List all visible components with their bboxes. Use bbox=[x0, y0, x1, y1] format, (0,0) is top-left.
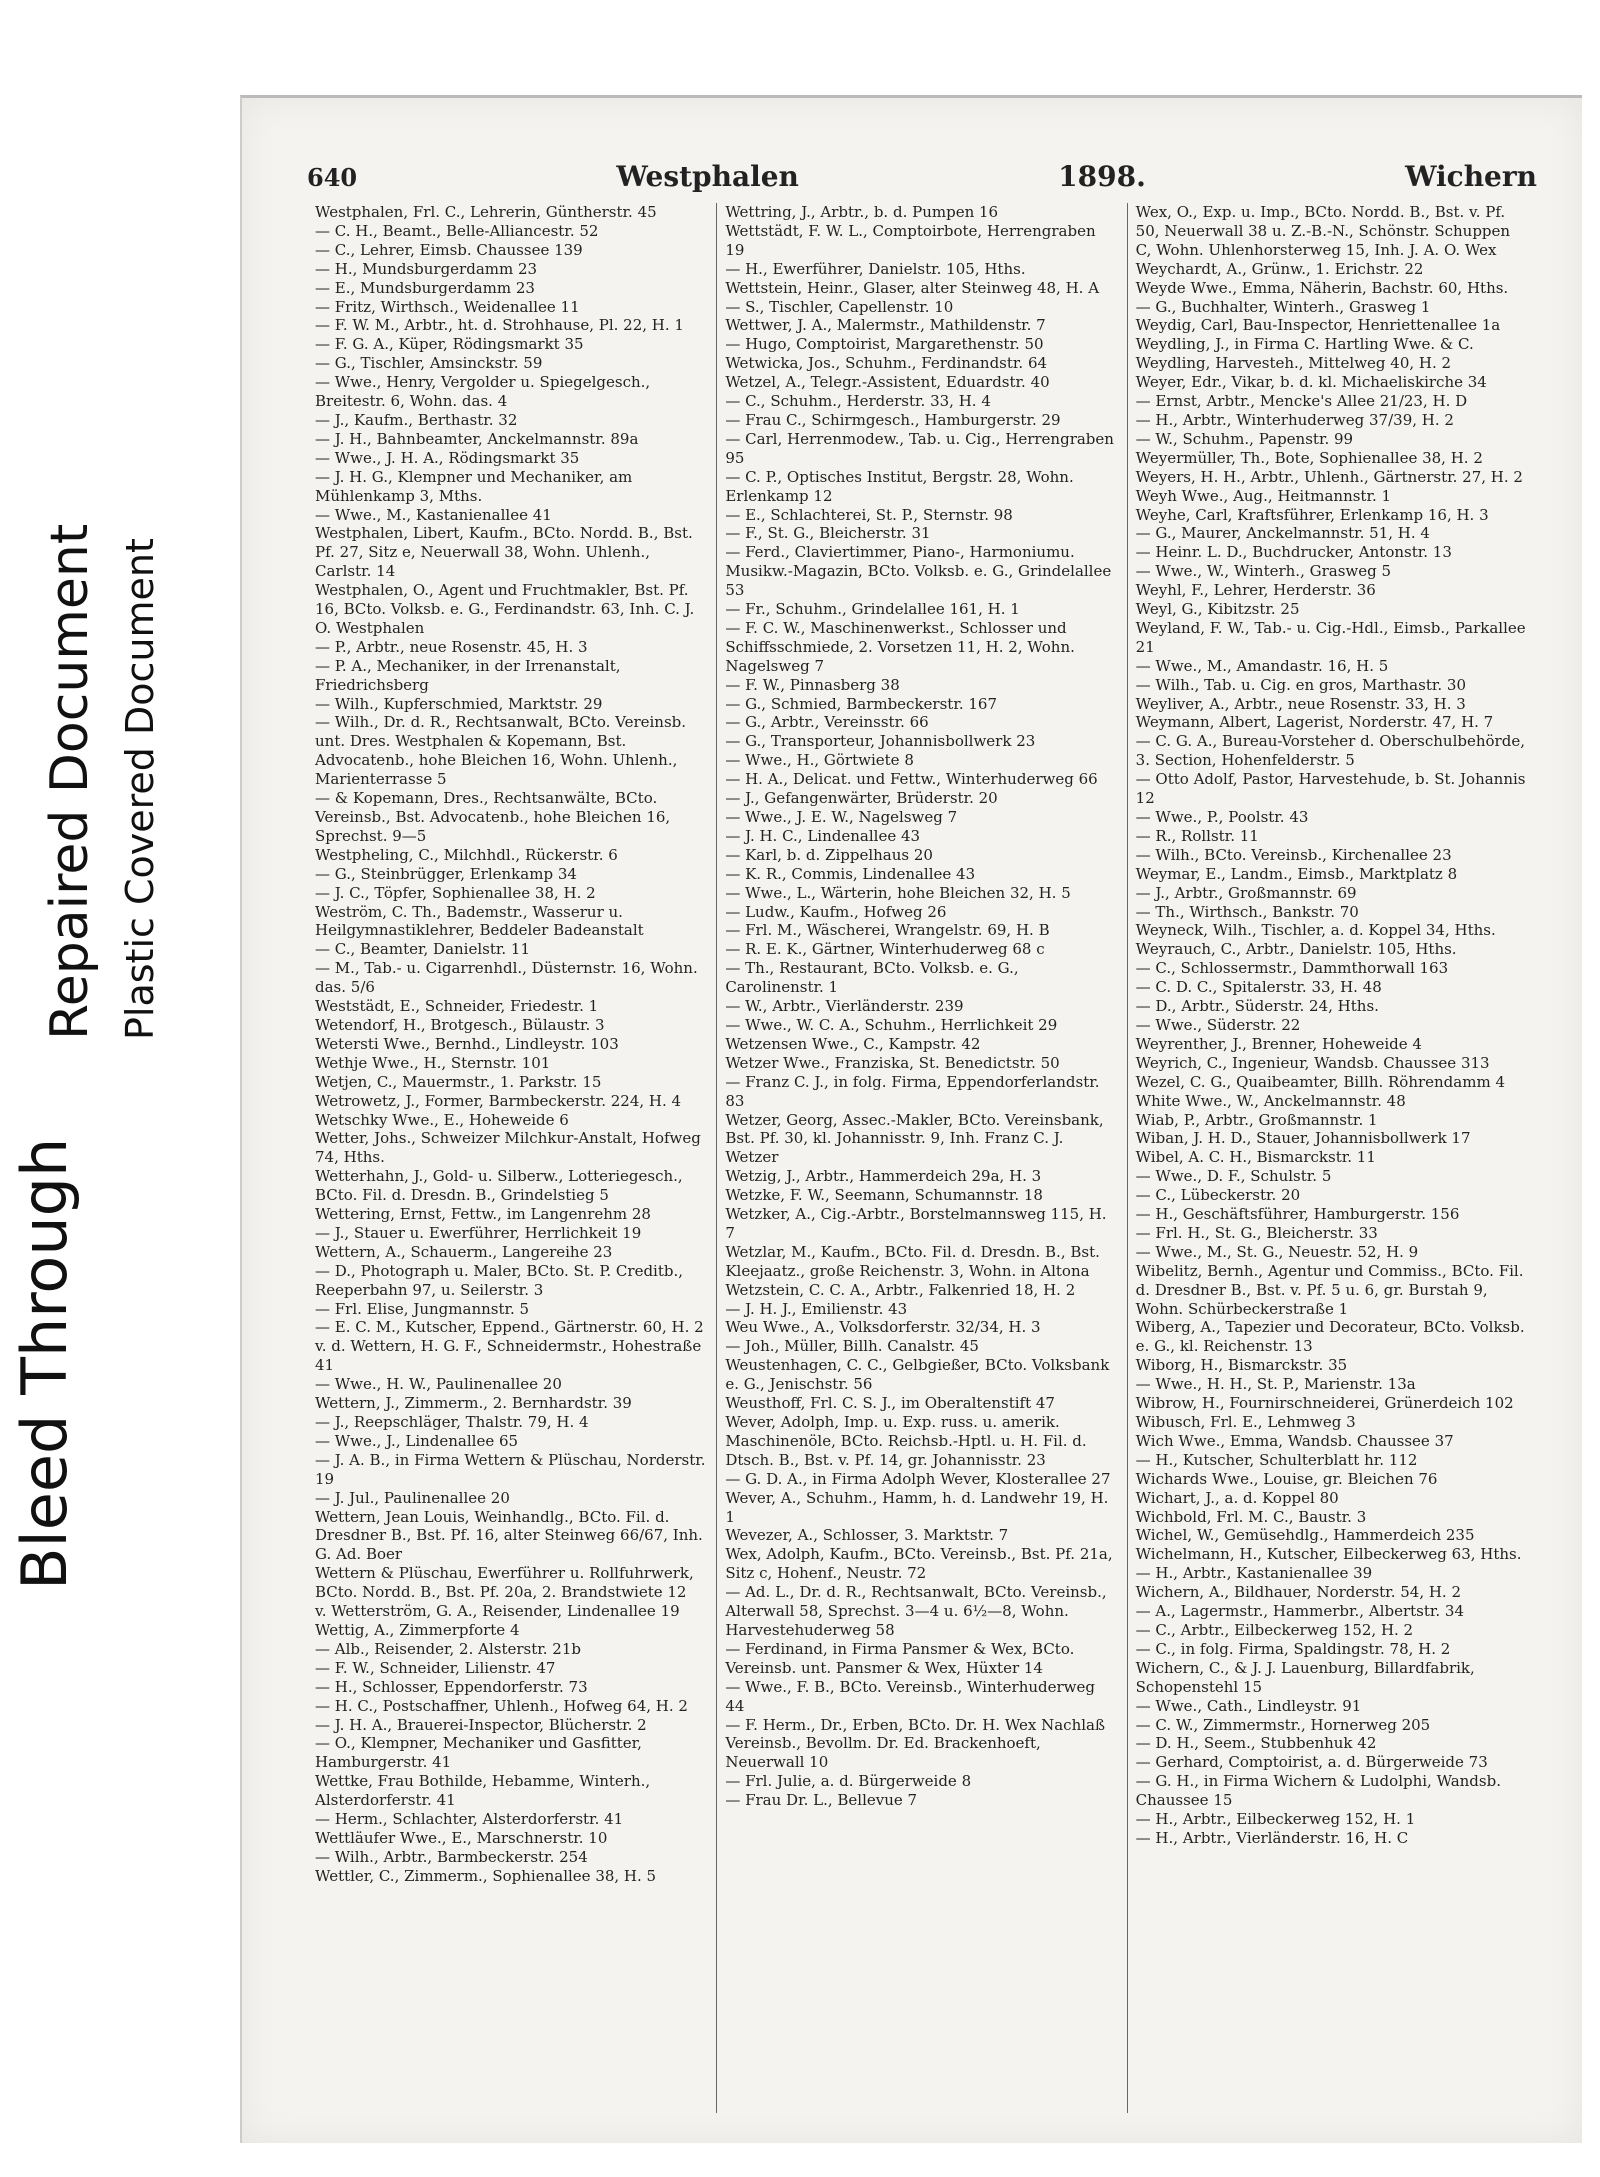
directory-columns bbox=[307, 203, 1537, 2113]
directory-entry: Wiban, J. H. D., Stauer, Johannisbollwerk 17 bbox=[1135, 1129, 1471, 1148]
directory-entry: Wiberg, A., Tapezier und Decorateur, BCto. Volksb. e. G., kl. Reichenstr. 13 bbox=[1135, 1318, 1525, 1356]
directory-entry: — Frl. Julie, a. d. Bürgerweide 8 bbox=[725, 1772, 972, 1791]
directory-entry: — Wwe., D. F., Schulstr. 5 bbox=[1135, 1167, 1332, 1186]
directory-entry: Wettwer, J. A., Malermstr., Mathildenstr. 7 bbox=[725, 316, 1046, 335]
directory-entry: — M., Tab.- u. Cigarrenhdl., Düsternstr. 16, Wohn. das. 5/6 bbox=[315, 959, 698, 997]
directory-entry: Wetter, Johs., Schweizer Milchkur-Anstalt, Hofweg 74, Hths. bbox=[315, 1129, 701, 1167]
directory-entry: — P., Arbtr., neue Rosenstr. 45, H. 3 bbox=[315, 637, 588, 656]
directory-entry: — F. C. W., Maschinenwerkst., Schlosser und Schiffsschmiede, 2. Vorsetzen 11, H. 2, Wohn. Nagelsweg 7 bbox=[725, 618, 1075, 675]
directory-entry: v. d. Wettern, H. G. F., Schneidermstr., Hohestraße 41 bbox=[315, 1337, 702, 1375]
directory-entry: Wevezer, A., Schlosser, 3. Marktstr. 7 bbox=[725, 1526, 1009, 1545]
directory-entry: — H., Arbtr., Kastanienallee 39 bbox=[1135, 1564, 1373, 1583]
directory-entry: — Th., Restaurant, BCto. Volksb. e. G., Carolinenstr. 1 bbox=[725, 959, 1019, 997]
directory-entry: — F. Herm., Dr., Erben, BCto. Dr. H. Wex Nachlaß Vereinsb., Bevollm. Dr. Ed. Brackenhoeft, Neuerwall 10 bbox=[725, 1715, 1106, 1772]
directory-entry: Wetendorf, H., Brotgesch., Bülaustr. 3 bbox=[315, 1015, 605, 1034]
directory-entry: Wettern & Plüschau, Ewerführer u. Rollfuhrwerk, BCto. Nordd. B., Bst. Pf. 20a, 2. Brandstwiete 12 bbox=[315, 1564, 694, 1602]
directory-entry: Wetzker, A., Cig.-Arbtr., Borstelmannsweg 115, H. 7 bbox=[725, 1205, 1107, 1242]
directory-entry: — K. R., Commis, Lindenallee 43 bbox=[725, 864, 976, 883]
directory-entry: Wettring, J., Arbtr., b. d. Pumpen 16 bbox=[725, 203, 999, 221]
directory-entry: — F. W., Schneider, Lilienstr. 47 bbox=[315, 1658, 556, 1677]
directory-entry: — W., Schuhm., Papenstr. 99 bbox=[1135, 429, 1354, 448]
directory-entry: Weymann, Albert, Lagerist, Norderstr. 47, H. 7 bbox=[1135, 713, 1494, 732]
directory-entry: Weyrenther, J., Brenner, Hoheweide 4 bbox=[1135, 1034, 1422, 1053]
directory-entry: — G. H., in Firma Wichern & Ludolphi, Wandsb. Chaussee 15 bbox=[1135, 1772, 1501, 1810]
directory-entry: Weyer, Edr., Vikar, b. d. kl. Michaeliskirche 34 bbox=[1135, 373, 1487, 392]
directory-entry: — S., Tischler, Capellenstr. 10 bbox=[725, 297, 954, 316]
directory-entry: — F. W. M., Arbtr., ht. d. Strohhause, Pl. 22, H. 1 bbox=[315, 316, 684, 335]
directory-entry: — F. G. A., Küper, Rödingsmarkt 35 bbox=[315, 335, 584, 354]
directory-entry: — Herm., Schlachter, Alsterdorferstr. 41 bbox=[315, 1810, 624, 1829]
directory-entry: — Ludw., Kaufm., Hofweg 26 bbox=[725, 902, 947, 921]
directory-entry: — C., Schlossermstr., Dammthorwall 163 bbox=[1135, 959, 1449, 978]
directory-entry: White Wwe., W., Anckelmannstr. 48 bbox=[1135, 1091, 1406, 1110]
label-repaired-document: Repaired Document bbox=[40, 523, 100, 1040]
directory-entry: Westpheling, C., Milchhdl., Rückerstr. 6 bbox=[315, 845, 618, 864]
directory-entry: Westphalen, Frl. C., Lehrerin, Güntherstr. 45 bbox=[315, 203, 657, 221]
directory-entry: Westphalen, Libert, Kaufm., BCto. Nordd. B., Bst. Pf. 27, Sitz e, Neuerwall 38, Wohn. Uhlenh., Carlstr. 14 bbox=[315, 524, 693, 581]
directory-entry: Wettstädt, F. W. L., Comptoirbote, Herrengraben 19 bbox=[725, 221, 1096, 259]
directory-entry: — Wwe., L., Wärterin, hohe Bleichen 32, H. 5 bbox=[725, 883, 1071, 902]
document-page bbox=[240, 95, 1582, 2143]
directory-entry: — H., Arbtr., Winterhuderweg 37/39, H. 2 bbox=[1135, 410, 1454, 429]
directory-entry: — J., Gefangenwärter, Brüderstr. 20 bbox=[725, 789, 998, 808]
directory-entry: — J. H. J., Emilienstr. 43 bbox=[725, 1299, 908, 1318]
directory-entry: Wetzer Wwe., Franziska, St. Benedictstr. 50 bbox=[725, 1053, 1060, 1072]
directory-entry: — Wwe., F. B., BCto. Vereinsb., Winterhuderweg 44 bbox=[725, 1677, 1095, 1715]
directory-entry: — Wwe., Henry, Vergolder u. Spiegelgesch., Breitestr. 6, Wohn. das. 4 bbox=[315, 373, 651, 411]
directory-entry: — O., Klempner, Mechaniker und Gasfitter, Hamburgerstr. 41 bbox=[315, 1734, 642, 1772]
directory-entry: — C., Lehrer, Eimsb. Chaussee 139 bbox=[315, 240, 583, 259]
directory-entry: Wex, Adolph, Kaufm., BCto. Vereinsb., Bst. Pf. 21a, Sitz c, Hohenf., Neustr. 72 bbox=[725, 1545, 1113, 1583]
directory-entry: — Wilh., Tab. u. Cig. en gros, Marthastr. 30 bbox=[1135, 675, 1466, 694]
directory-entry: Wetschky Wwe., E., Hoheweide 6 bbox=[315, 1110, 569, 1129]
header-left-title: Westphalen bbox=[616, 160, 799, 193]
directory-entry: — E., Schlachterei, St. P., Sternstr. 98 bbox=[725, 505, 1013, 524]
directory-entry: — C. D. C., Spitalerstr. 33, H. 48 bbox=[1135, 978, 1382, 997]
directory-entry: — Carl, Herrenmodew., Tab. u. Cig., Herrengraben 95 bbox=[725, 429, 1114, 467]
directory-entry: Wever, A., Schuhm., Hamm, h. d. Landwehr 19, H. 1 bbox=[725, 1488, 1109, 1526]
header-right-title: Wichern bbox=[1405, 160, 1537, 193]
directory-entry: — Wwe., H. W., Paulinenallee 20 bbox=[315, 1375, 562, 1394]
directory-entry: — Wwe., H. H., St. P., Marienstr. 13a bbox=[1135, 1375, 1416, 1394]
directory-entry: Wezel, C. G., Quaibeamter, Billh. Röhrendamm 4 bbox=[1135, 1072, 1505, 1091]
directory-entry: — H., Schlosser, Eppendorferstr. 73 bbox=[315, 1677, 588, 1696]
directory-entry: Wethje Wwe., H., Sternstr. 101 bbox=[315, 1053, 551, 1072]
directory-entry: Weststädt, E., Schneider, Friedestr. 1 bbox=[315, 997, 599, 1016]
directory-entry: — P. A., Mechaniker, in der Irrenanstalt, Friedrichsberg bbox=[315, 656, 621, 694]
directory-entry: Wichern, C., & J. J. Lauenburg, Billardfabrik, Schopenstehl 15 bbox=[1135, 1658, 1475, 1696]
directory-entry: Weydling, J., in Firma C. Hartling Wwe. & C. Weydling, Harvesteh., Mittelweg 40, H. 2 bbox=[1135, 335, 1474, 373]
directory-entry: — Wwe., M., St. G., Neuestr. 52, H. 9 bbox=[1135, 1242, 1419, 1261]
directory-entry: — Wwe., M., Kastanienallee 41 bbox=[315, 505, 552, 524]
directory-entry: — G., Transporteur, Johannisbollwerk 23 bbox=[725, 732, 1036, 751]
directory-entry: Wichards Wwe., Louise, gr. Bleichen 76 bbox=[1135, 1469, 1438, 1488]
directory-entry: Wetzer, Georg, Assec.-Makler, BCto. Vereinsbank, Bst. Pf. 30, kl. Johannisstr. 9, Inh. Franz C. J. Wetzer bbox=[725, 1110, 1104, 1167]
directory-entry: — Wilh., Kupferschmied, Marktstr. 29 bbox=[315, 694, 603, 713]
directory-entry: — Wwe., Cath., Lindleystr. 91 bbox=[1135, 1696, 1362, 1715]
directory-entry: — C. W., Zimmermstr., Hornerweg 205 bbox=[1135, 1715, 1431, 1734]
directory-entry: Wetrowetz, J., Former, Barmbeckerstr. 224, H. 4 bbox=[315, 1091, 682, 1110]
directory-entry: — Frl. M., Wäscherei, Wrangelstr. 69, H. B bbox=[725, 921, 1050, 940]
directory-entry: — E., Mundsburgerdamm 23 bbox=[315, 278, 535, 297]
column-middle bbox=[716, 203, 1126, 2113]
directory-entry: — C., Arbtr., Eilbeckerweg 152, H. 2 bbox=[1135, 1620, 1414, 1639]
directory-entry: Wichbold, Frl. M. C., Baustr. 3 bbox=[1135, 1507, 1367, 1526]
directory-entry: — Frl. Elise, Jungmannstr. 5 bbox=[315, 1299, 530, 1318]
directory-entry: — H. A., Delicat. und Fettw., Winterhuderweg 66 bbox=[725, 770, 1098, 789]
directory-entry: Wetzstein, C. C. A., Arbtr., Falkenried 18, H. 2 bbox=[725, 1280, 1076, 1299]
directory-entry: — H. C., Postschaffner, Uhlenh., Hofweg 64, H. 2 bbox=[315, 1696, 688, 1715]
directory-entry: — Ad. L., Dr. d. R., Rechtsanwalt, BCto. Vereinsb., Alterwall 58, Sprechst. 3—4 u. 6½—8, Wohn. Harvestehuderweg 58 bbox=[725, 1583, 1107, 1639]
directory-entry: — R. E. K., Gärtner, Winterhuderweg 68 c bbox=[725, 940, 1045, 959]
directory-entry: — Wwe., J. H. A., Rödingsmarkt 35 bbox=[315, 448, 580, 467]
directory-entry: Wex, O., Exp. u. Imp., BCto. Nordd. B., Bst. v. Pf. 50, Neuerwall 38 u. Z.-B.-N., Schönstr. Schuppen C, Wohn. Uhlenhorsterweg 15, Inh. J. A. O. Wex bbox=[1135, 203, 1511, 259]
directory-entry: — G., Buchhalter, Winterh., Grasweg 1 bbox=[1135, 297, 1431, 316]
directory-entry: — Karl, b. d. Zippelhaus 20 bbox=[725, 845, 933, 864]
directory-entry: — C., Beamter, Danielstr. 11 bbox=[315, 940, 531, 959]
directory-entry: Wetjen, C., Mauermstr., 1. Parkstr. 15 bbox=[315, 1072, 602, 1091]
directory-entry: — C., Lübeckerstr. 20 bbox=[1135, 1186, 1301, 1205]
directory-entry: Weyhl, F., Lehrer, Herderstr. 36 bbox=[1135, 581, 1376, 600]
directory-entry: — H., Arbtr., Vierländerstr. 16, H. C bbox=[1135, 1828, 1409, 1847]
directory-entry: — A., Lagermstr., Hammerbr., Albertstr. 34 bbox=[1135, 1602, 1465, 1621]
directory-entry: — Wwe., W., Winterh., Grasweg 5 bbox=[1135, 562, 1392, 581]
directory-entry: Wetterhahn, J., Gold- u. Silberw., Lotteriegesch., BCto. Fil. d. Dresdn. B., Grindelstieg 5 bbox=[315, 1167, 683, 1205]
directory-entry: Wichern, A., Bildhauer, Norderstr. 54, H. 2 bbox=[1135, 1583, 1462, 1602]
label-bleed-through: Bleed Through bbox=[8, 1137, 81, 1590]
directory-entry: — C. P., Optisches Institut, Bergstr. 28, Wohn. Erlenkamp 12 bbox=[725, 467, 1074, 505]
directory-entry: Weu Wwe., A., Volksdorferstr. 32/34, H. 3 bbox=[725, 1318, 1041, 1337]
directory-entry: — G., Tischler, Amsinckstr. 59 bbox=[315, 354, 543, 373]
directory-entry: Westphalen, O., Agent und Fruchtmakler, Bst. Pf. 16, BCto. Volksb. e. G., Ferdinandstr. 63, Inh. C. J. O. Westphalen bbox=[315, 581, 695, 637]
directory-entry: — H., Mundsburgerdamm 23 bbox=[315, 259, 538, 278]
page-number: 640 bbox=[307, 163, 358, 192]
directory-entry: — Alb., Reisender, 2. Alsterstr. 21b bbox=[315, 1639, 582, 1658]
directory-entry: Wetzlar, M., Kaufm., BCto. Fil. d. Dresdn. B., Bst. Kleejaatz., große Reichenstr. 3, Wohn. in Altona bbox=[725, 1242, 1100, 1280]
directory-entry: — D., Photograph u. Maler, BCto. St. P. Creditb., Reeperbahn 97, u. Seilerstr. 3 bbox=[315, 1261, 684, 1299]
directory-entry: Weyland, F. W., Tab.- u. Cig.-Hdl., Eimsb., Parkallee 21 bbox=[1135, 618, 1526, 656]
directory-entry: — Wwe., J., Lindenallee 65 bbox=[315, 1431, 519, 1450]
directory-entry: Weychardt, A., Grünw., 1. Erichstr. 22 bbox=[1135, 259, 1424, 278]
directory-entry: — J. C., Töpfer, Sophienallee 38, H. 2 bbox=[315, 883, 596, 902]
directory-entry: Wettern, Jean Louis, Weinhandlg., BCto. Fil. d. Dresdner B., Bst. Pf. 16, alter Steinweg 66/67, Inh. G. Ad. Boer bbox=[315, 1507, 703, 1564]
directory-entry: Wever, Adolph, Imp. u. Exp. russ. u. amerik. Maschinenöle, BCto. Reichsb.-Hptl. u. H. Fil. d. Dtsch. B., Bst. v. Pf. 14, gr. Johannisstr. 23 bbox=[725, 1413, 1087, 1469]
directory-entry: Weusthoff, Frl. C. S. J., im Oberaltenstift 47 bbox=[725, 1394, 1055, 1413]
directory-entry: — Frau C., Schirmgesch., Hamburgerstr. 29 bbox=[725, 410, 1061, 429]
directory-entry: — W., Arbtr., Vierländerstr. 239 bbox=[725, 997, 964, 1016]
directory-entry: — Fritz, Wirthsch., Weidenallee 11 bbox=[315, 297, 580, 316]
directory-entry: Weyhe, Carl, Kraftsführer, Erlenkamp 16, H. 3 bbox=[1135, 505, 1489, 524]
directory-entry: Weyliver, A., Arbtr., neue Rosenstr. 33, H. 3 bbox=[1135, 694, 1466, 713]
directory-entry: — Heinr. L. D., Buchdrucker, Antonstr. 13 bbox=[1135, 543, 1452, 562]
directory-entry: — Wwe., H., Görtwiete 8 bbox=[725, 751, 914, 770]
directory-entry: Wich Wwe., Emma, Wandsb. Chaussee 37 bbox=[1135, 1431, 1454, 1450]
directory-entry: Wettke, Frau Bothilde, Hebamme, Winterh., Alsterdorferstr. 41 bbox=[315, 1772, 651, 1810]
directory-entry: Wichel, W., Gemüsehdlg., Hammerdeich 235 bbox=[1135, 1526, 1475, 1545]
directory-entry: — G., Schmied, Barmbeckerstr. 167 bbox=[725, 694, 998, 713]
directory-entry: Weyers, H. H., Arbtr., Uhlenh., Gärtnerstr. 27, H. 2 bbox=[1135, 467, 1523, 486]
directory-entry: — C. G. A., Bureau-Vorsteher d. Oberschulbehörde, 3. Section, Hohenfelderstr. 5 bbox=[1135, 732, 1525, 770]
directory-entry: — J. Jul., Paulinenallee 20 bbox=[315, 1488, 510, 1507]
directory-entry: Wiab, P., Arbtr., Großmannstr. 1 bbox=[1135, 1110, 1378, 1129]
directory-entry: — Wwe., Süderstr. 22 bbox=[1135, 1015, 1301, 1034]
directory-entry: Wetzig, J., Arbtr., Hammerdeich 29a, H. 3 bbox=[725, 1167, 1042, 1186]
directory-entry: Weustenhagen, C. C., Gelbgießer, BCto. Volksbank e. G., Jenischstr. 56 bbox=[725, 1356, 1110, 1394]
directory-entry: Wetzensen Wwe., C., Kampstr. 42 bbox=[725, 1034, 981, 1053]
directory-entry: — C., in folg. Firma, Spaldingstr. 78, H. 2 bbox=[1135, 1639, 1451, 1658]
directory-entry: Weyrauch, C., Arbtr., Danielstr. 105, Hths. bbox=[1135, 940, 1457, 959]
column-left bbox=[307, 203, 716, 2113]
directory-entry: — J., Arbtr., Großmannstr. 69 bbox=[1135, 883, 1357, 902]
directory-entry: v. Wetterström, G. A., Reisender, Lindenallee 19 bbox=[315, 1602, 680, 1621]
directory-entry: Wibrow, H., Fournirschneiderei, Grünerdeich 102 bbox=[1135, 1394, 1514, 1413]
directory-entry: — E. C. M., Kutscher, Eppend., Gärtnerstr. 60, H. 2 bbox=[315, 1318, 704, 1337]
directory-entry: — Wilh., Arbtr., Barmbeckerstr. 254 bbox=[315, 1847, 588, 1866]
directory-entry: — F., St. G., Bleicherstr. 31 bbox=[725, 524, 931, 543]
directory-entry: — J. H., Bahnbeamter, Anckelmannstr. 89a bbox=[315, 429, 639, 448]
directory-entry: Wettern, A., Schauerm., Langereihe 23 bbox=[315, 1242, 613, 1261]
directory-entry: Wettläufer Wwe., E., Marschnerstr. 10 bbox=[315, 1828, 608, 1847]
directory-entry: Wibel, A. C. H., Bismarckstr. 11 bbox=[1135, 1148, 1376, 1167]
directory-entry: Wichelmann, H., Kutscher, Eilbeckerweg 63, Hths. bbox=[1135, 1545, 1522, 1564]
directory-entry: Weydig, Carl, Bau-Inspector, Henriettenallee 1a bbox=[1135, 316, 1501, 335]
directory-entry: — R., Rollstr. 11 bbox=[1135, 826, 1259, 845]
directory-entry: — H., Kutscher, Schulterblatt hr. 112 bbox=[1135, 1450, 1418, 1469]
directory-entry: — Fr., Schuhm., Grindelallee 161, H. 1 bbox=[725, 600, 1020, 619]
directory-entry: Weyde Wwe., Emma, Näherin, Bachstr. 60, Hths. bbox=[1135, 278, 1509, 297]
header-year: 1898. bbox=[1058, 160, 1146, 193]
directory-entry: Wibelitz, Bernh., Agentur und Commiss., BCto. Fil. d. Dresdner B., Bst. v. Pf. 5 u. 6, gr. Burstah 9, Wohn. Schürbeckerstraße 1 bbox=[1135, 1261, 1524, 1318]
directory-entry: — J., Kaufm., Berthastr. 32 bbox=[315, 410, 518, 429]
directory-entry: Weyneck, Wilh., Tischler, a. d. Koppel 34, Hths. bbox=[1135, 921, 1496, 940]
directory-entry: — H., Ewerführer, Danielstr. 105, Hths. bbox=[725, 259, 1026, 278]
directory-entry: — Otto Adolf, Pastor, Harvestehude, b. St. Johannis 12 bbox=[1135, 770, 1526, 808]
directory-entry: Wetzel, A., Telegr.-Assistent, Eduardstr. 40 bbox=[725, 373, 1050, 392]
directory-entry: — Wwe., J. E. W., Nagelsweg 7 bbox=[725, 808, 958, 826]
directory-entry: — H., Geschäftsführer, Hamburgerstr. 156 bbox=[1135, 1205, 1460, 1224]
directory-entry: — Gerhard, Comptoirist, a. d. Bürgerweide 73 bbox=[1135, 1753, 1488, 1772]
directory-entry: — & Kopemann, Dres., Rechtsanwälte, BCto. Vereinsb., Bst. Advocatenb., hohe Bleichen 16, Sprechst. 9—5 bbox=[315, 789, 671, 845]
directory-entry: — H., Arbtr., Eilbeckerweg 152, H. 1 bbox=[1135, 1810, 1416, 1829]
directory-entry: Weyermüller, Th., Bote, Sophienallee 38, H. 2 bbox=[1135, 448, 1483, 467]
directory-entry: — Wilh., Dr. d. R., Rechtsanwalt, BCto. Vereinsb. unt. Dres. Westphalen & Kopemann, Bst. Advocatenb., hohe Bleichen 16, Wohn. Uhlenh., Marienterrasse 5 bbox=[315, 713, 687, 789]
directory-entry: — J. A. B., in Firma Wettern & Plüschau, Norderstr. 19 bbox=[315, 1450, 706, 1488]
directory-entry: — Franz C. J., in folg. Firma, Eppendorferlandstr. 83 bbox=[725, 1072, 1100, 1110]
directory-entry: — Joh., Müller, Billh. Canalstr. 45 bbox=[725, 1337, 979, 1356]
directory-entry: Weyrich, C., Ingenieur, Wandsb. Chaussee 313 bbox=[1135, 1053, 1490, 1072]
directory-entry: Wettler, C., Zimmerm., Sophienallee 38, H. 5 bbox=[315, 1866, 657, 1885]
directory-entry: Wetzke, F. W., Seemann, Schumannstr. 18 bbox=[725, 1186, 1043, 1205]
directory-entry: — F. W., Pinnasberg 38 bbox=[725, 675, 900, 694]
directory-entry: — Hugo, Comptoirist, Margarethenstr. 50 bbox=[725, 335, 1044, 354]
directory-entry: Wetersti Wwe., Bernhd., Lindleystr. 103 bbox=[315, 1034, 619, 1053]
directory-entry: — G., Maurer, Anckelmannstr. 51, H. 4 bbox=[1135, 524, 1430, 543]
directory-entry: — Ferd., Claviertimmer, Piano-, Harmoniumu. Musikw.-Magazin, BCto. Volksb. e. G., Grindelallee 53 bbox=[725, 543, 1112, 600]
directory-entry: — Ernst, Arbtr., Mencke's Allee 21/23, H. D bbox=[1135, 392, 1468, 411]
directory-entry: — Wwe., P., Poolstr. 43 bbox=[1135, 808, 1309, 826]
directory-entry: — G. D. A., in Firma Adolph Wever, Klosterallee 27 bbox=[725, 1469, 1111, 1488]
column-right bbox=[1127, 203, 1537, 2113]
directory-entry: — Frl. H., St. G., Bleicherstr. 33 bbox=[1135, 1223, 1378, 1242]
directory-entry: Wettern, J., Zimmerm., 2. Bernhardstr. 39 bbox=[315, 1394, 632, 1413]
directory-entry: — Wilh., BCto. Vereinsb., Kirchenallee 23 bbox=[1135, 845, 1452, 864]
directory-entry: Wiborg, H., Bismarckstr. 35 bbox=[1135, 1356, 1348, 1375]
page-header bbox=[307, 160, 1537, 196]
directory-entry: — J. H. A., Brauerei-Inspector, Blücherstr. 2 bbox=[315, 1715, 647, 1734]
directory-entry: Weyh Wwe., Aug., Heitmannstr. 1 bbox=[1135, 486, 1392, 505]
directory-entry: — J. H. C., Lindenallee 43 bbox=[725, 826, 921, 845]
directory-entry: — J. H. G., Klempner und Mechaniker, am Mühlenkamp 3, Mths. bbox=[315, 467, 633, 505]
overlay-labels bbox=[0, 0, 190, 2177]
directory-entry: Wettering, Ernst, Fettw., im Langenrehm 28 bbox=[315, 1205, 651, 1224]
directory-entry: — Th., Wirthsch., Bankstr. 70 bbox=[1135, 902, 1359, 921]
directory-entry: Weymar, E., Landm., Eimsb., Marktplatz 8 bbox=[1135, 864, 1458, 883]
directory-entry: — J., Reepschläger, Thalstr. 79, H. 4 bbox=[315, 1413, 589, 1431]
directory-entry: — D., Arbtr., Süderstr. 24, Hths. bbox=[1135, 997, 1379, 1016]
directory-entry: — G., Arbtr., Vereinsstr. 66 bbox=[725, 713, 929, 732]
directory-entry: — Wwe., M., Amandastr. 16, H. 5 bbox=[1135, 656, 1389, 675]
directory-entry: Weyl, G., Kibitzstr. 25 bbox=[1135, 600, 1300, 619]
directory-entry: Wettig, A., Zimmerpforte 4 bbox=[315, 1620, 520, 1639]
directory-entry: — C., Schuhm., Herderstr. 33, H. 4 bbox=[725, 392, 991, 411]
label-plastic-covered: Plastic Covered Document bbox=[118, 538, 162, 1040]
directory-entry: — D. H., Seem., Stubbenhuk 42 bbox=[1135, 1734, 1377, 1753]
directory-entry: — G., Steinbrügger, Erlenkamp 34 bbox=[315, 864, 577, 883]
directory-entry: — J., Stauer u. Ewerführer, Herrlichkeit 19 bbox=[315, 1223, 642, 1242]
directory-entry: — Wwe., W. C. A., Schuhm., Herrlichkeit 29 bbox=[725, 1015, 1058, 1034]
directory-entry: — C. H., Beamt., Belle-Alliancestr. 52 bbox=[315, 221, 599, 240]
directory-entry: Weström, C. Th., Bademstr., Wasserur u. Heilgymnastiklehrer, Beddeler Badeanstalt bbox=[315, 902, 644, 940]
directory-entry: — Ferdinand, in Firma Pansmer & Wex, BCto. Vereinsb. unt. Pansmer & Wex, Hüxter 14 bbox=[725, 1639, 1075, 1677]
directory-entry: Wibusch, Frl. E., Lehmweg 3 bbox=[1135, 1413, 1356, 1431]
directory-entry: Wichart, J., a. d. Koppel 80 bbox=[1135, 1488, 1339, 1507]
directory-entry: — Frau Dr. L., Bellevue 7 bbox=[725, 1791, 918, 1810]
directory-entry: Wettstein, Heinr., Glaser, alter Steinweg 48, H. A bbox=[725, 278, 1100, 297]
directory-entry: Wetwicka, Jos., Schuhm., Ferdinandstr. 64 bbox=[725, 354, 1048, 373]
